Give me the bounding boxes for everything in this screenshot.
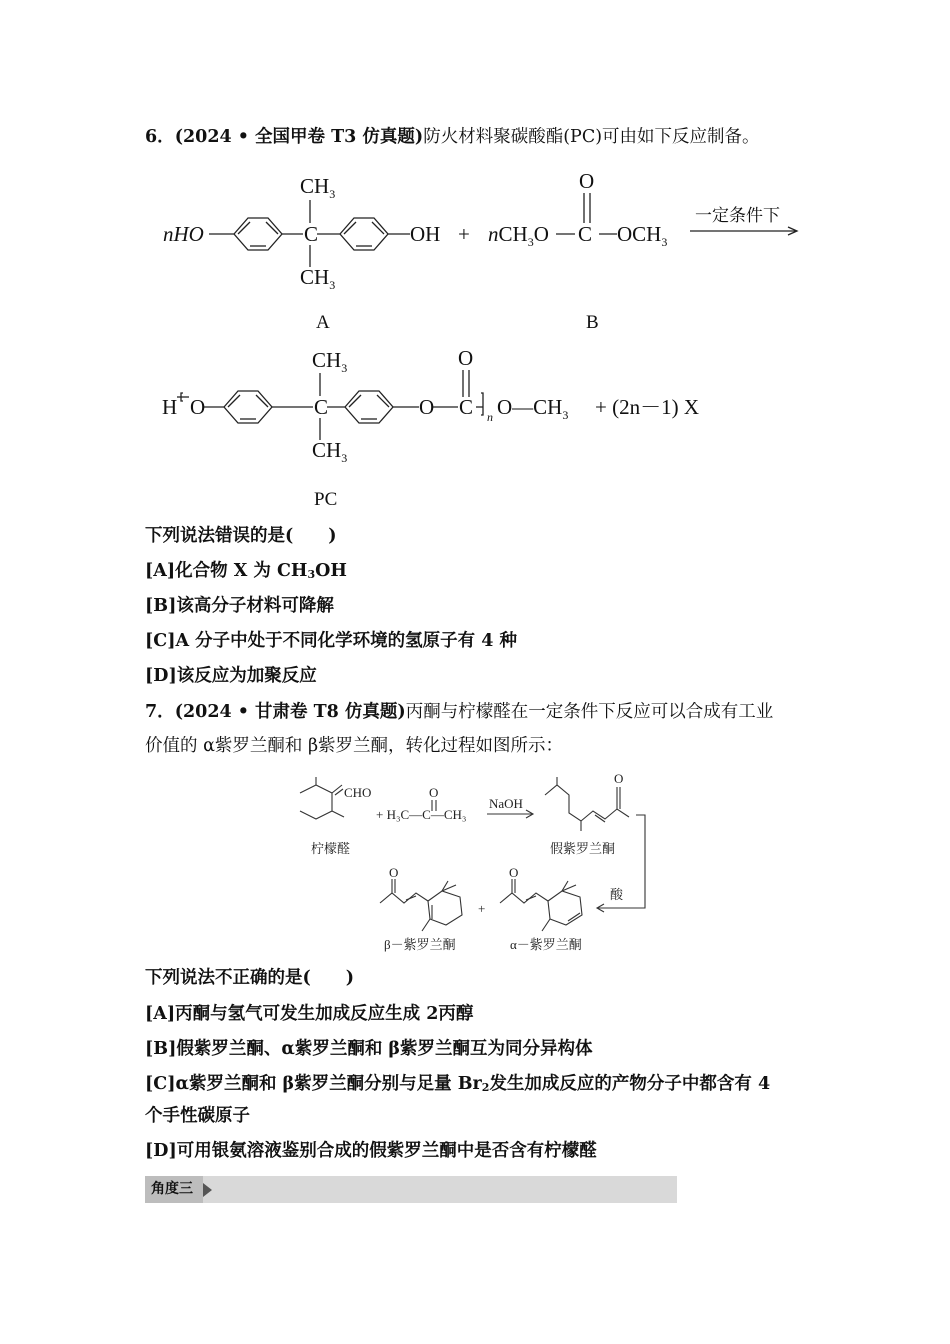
citral-cho: CHO <box>344 785 372 800</box>
pc-o2: O <box>419 395 435 419</box>
reaction-condition: 一定条件下 <box>695 206 780 225</box>
label-alpha-ionone: α－紫罗兰酮 <box>510 937 582 952</box>
pc-o1: O <box>190 395 206 419</box>
acetone-formula: + H₃C—C—CH₃ <box>376 807 467 822</box>
label-pc: PC <box>314 489 338 510</box>
q7-option-b[interactable]: [B]假紫罗兰酮、α紫罗兰酮和 β紫罗兰酮互为同分异构体 <box>145 1039 593 1059</box>
pc-tail: $O—CH_3$ <box>497 395 569 422</box>
a-ch3-bottom: $CH_3$ <box>300 265 336 292</box>
section-arrow-icon <box>203 1183 212 1197</box>
q7-stem-line1: 7．(2024 • 甘肃卷 T8 仿真题)丙酮与柠檬醛在一定条件下反应可以合成有工业 <box>145 702 774 722</box>
a-left-group: nHO <box>163 222 204 246</box>
pc-repeat-n: n <box>487 410 493 424</box>
q7-number: 7． <box>145 702 175 722</box>
q6-prompt: 下列说法错误的是( ) <box>145 526 337 546</box>
label-pseudoionone: 假紫罗兰酮 <box>550 841 616 856</box>
byproduct: + (2n－1) X <box>595 395 699 419</box>
q7-option-d[interactable]: [D]可用银氨溶液鉴别合成的假紫罗兰酮中是否含有柠檬醛 <box>145 1141 597 1161</box>
b-carbon: C <box>578 222 593 246</box>
section-label: 角度三 <box>145 1176 203 1203</box>
q6-source: (2024 • 全国甲卷 T3 仿真题) <box>174 127 424 147</box>
q7-option-c[interactable]: [C]α紫罗兰酮和 β紫罗兰酮分别与足量 Br2发生加成反应的产物分子中都含有 4 <box>145 1074 771 1094</box>
pseudo-oxygen: O <box>614 771 624 786</box>
b-left-group: nCH$_3$O <box>488 222 549 249</box>
naoh-condition: NaOH <box>489 796 523 811</box>
q6-reaction-scheme <box>0 165 950 565</box>
q7-prompt: 下列说法不正确的是( ) <box>145 968 355 988</box>
acid-condition: 酸 <box>610 887 624 902</box>
q6-option-d[interactable]: [D]该反应为加聚反应 <box>145 666 317 686</box>
pc-carbonyl-oxygen: O <box>458 346 474 370</box>
q7-option-c-line2: 个手性碳原子 <box>145 1106 250 1126</box>
q7-source: (2024 • 甘肃卷 T8 仿真题) <box>174 702 406 722</box>
a-center-carbon: C <box>304 222 319 246</box>
label-a: A <box>316 312 330 333</box>
b-carbonyl-oxygen: O <box>579 169 595 193</box>
beta-oxygen: O <box>389 865 399 880</box>
pc-ch3-bottom: $CH_3$ <box>312 438 348 465</box>
pc-ch3-top: $CH_3$ <box>312 348 348 375</box>
a-ch3-top: $CH_3$ <box>300 174 336 201</box>
q7-stem-line2: 价值的 α紫罗兰酮和 β紫罗兰酮，转化过程如图所示： <box>145 736 564 756</box>
section-header-bar <box>145 1176 677 1203</box>
q6-option-b[interactable]: [B]该高分子材料可降解 <box>145 596 334 616</box>
q6-number: 6． <box>145 127 175 147</box>
pc-carbon: C <box>459 395 474 419</box>
q7-option-a[interactable]: [A]丙酮与氢气可发生加成反应生成 2丙醇 <box>145 1004 474 1024</box>
q6-text: 防火材料聚碳酸酯(PC)可由如下反应制备。 <box>423 127 760 147</box>
pc-center-carbon: C <box>314 395 329 419</box>
q6-stem <box>145 125 760 149</box>
b-right-group: $OCH_3$ <box>617 222 668 249</box>
pc-h: H <box>162 395 178 419</box>
acetone-oxygen: O <box>429 785 439 800</box>
label-b: B <box>586 312 599 333</box>
q6-option-c[interactable]: [C]A 分子中处于不同化学环境的氢原子有 4 种 <box>145 631 518 651</box>
a-right-group: OH <box>410 222 441 246</box>
label-beta-ionone: β－紫罗兰酮 <box>384 937 456 952</box>
alpha-oxygen: O <box>509 865 519 880</box>
label-citral: 柠檬醛 <box>311 841 351 856</box>
q6-option-a[interactable]: [A]化合物 X 为 CH3OH <box>145 561 347 581</box>
q7-reaction-scheme <box>0 765 950 965</box>
product-plus: + <box>478 901 486 916</box>
plus-sign: + <box>458 222 470 246</box>
